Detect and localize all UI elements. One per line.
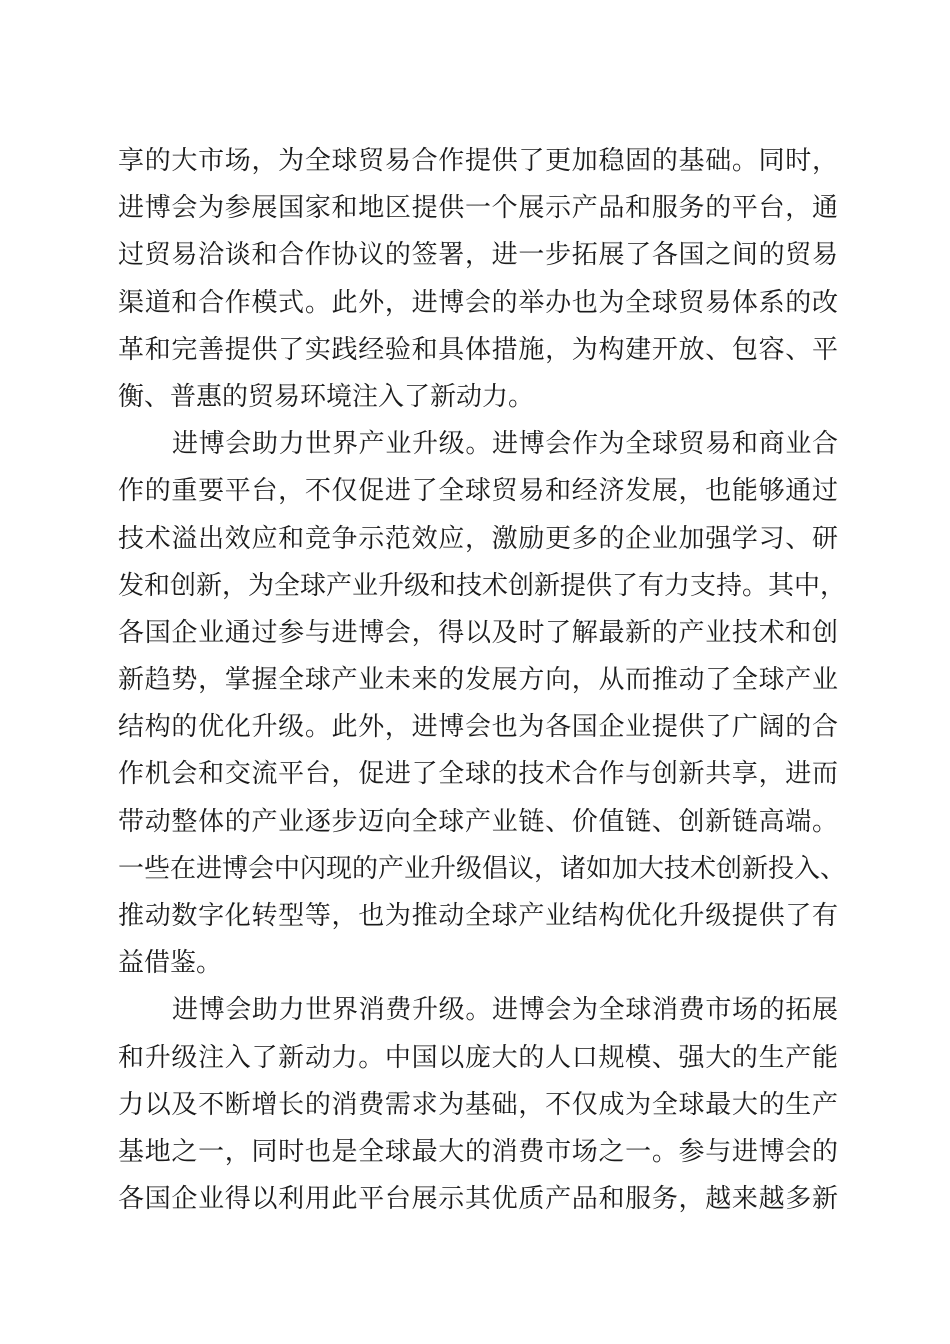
text-line: 益借鉴。 — [118, 948, 223, 979]
text-line: 发和创新，为全球产业升级和技术创新提供了有力支持。其中， — [118, 570, 847, 601]
text-line: 进博会为参展国家和地区提供一个展示产品和服务的平台，通 — [118, 193, 838, 224]
paragraph-trade-system — [118, 138, 838, 421]
text-line: 过贸易洽谈和合作协议的签署，进一步拓展了各国之间的贸易 — [118, 240, 838, 271]
text-line: 革和完善提供了实践经验和具体措施，为构建开放、包容、平 — [118, 334, 838, 365]
text-line: 衡、普惠的贸易环境注入了新动力。 — [118, 381, 535, 412]
text-line: 一些在进博会中闪现的产业升级倡议，诸如加大技术创新投入、 — [118, 853, 847, 884]
text-line: 作机会和交流平台，促进了全球的技术合作与创新共享，进而 — [118, 759, 838, 790]
text-line: 享的大市场，为全球贸易合作提供了更加稳固的基础。同时， — [118, 146, 838, 176]
text-line: 进博会助力世界产业升级。进博会作为全球贸易和商业合 — [172, 429, 838, 460]
text-line: 推动数字化转型等，也为推动全球产业结构优化升级提供了有 — [118, 901, 838, 931]
text-line: 进博会助力世界消费升级。进博会为全球消费市场的拓展 — [172, 995, 838, 1026]
text-line: 作的重要平台，不仅促进了全球贸易和经济发展，也能够通过 — [118, 476, 838, 507]
text-line: 渠道和合作模式。此外，进博会的举办也为全球贸易体系的改 — [118, 287, 838, 318]
text-line: 各国企业得以利用此平台展示其优质产品和服务，越来越多新 — [118, 1184, 838, 1215]
text-line: 新趋势，掌握全球产业未来的发展方向，从而推动了全球产业 — [118, 665, 838, 696]
paragraph-consumption-upgrade — [118, 987, 838, 1223]
text-line: 力以及不断增长的消费需求为基础，不仅成为全球最大的生产 — [118, 1089, 838, 1120]
text-line: 技术溢出效应和竞争示范效应，激励更多的企业加强学习、研 — [118, 523, 838, 554]
document-body — [118, 138, 847, 1223]
text-line: 结构的优化升级。此外，进博会也为各国企业提供了广阔的合 — [118, 712, 838, 743]
text-line: 和升级注入了新动力。中国以庞大的人口规模、强大的生产能 — [118, 1042, 838, 1073]
text-line: 各国企业通过参与进博会，得以及时了解最新的产业技术和创 — [118, 617, 838, 648]
paragraph-industry-upgrade — [118, 421, 847, 987]
text-line: 带动整体的产业逐步迈向全球产业链、价值链、创新链高端。 — [118, 806, 838, 837]
text-line: 基地之一，同时也是全球最大的消费市场之一。参与进博会的 — [118, 1136, 838, 1167]
